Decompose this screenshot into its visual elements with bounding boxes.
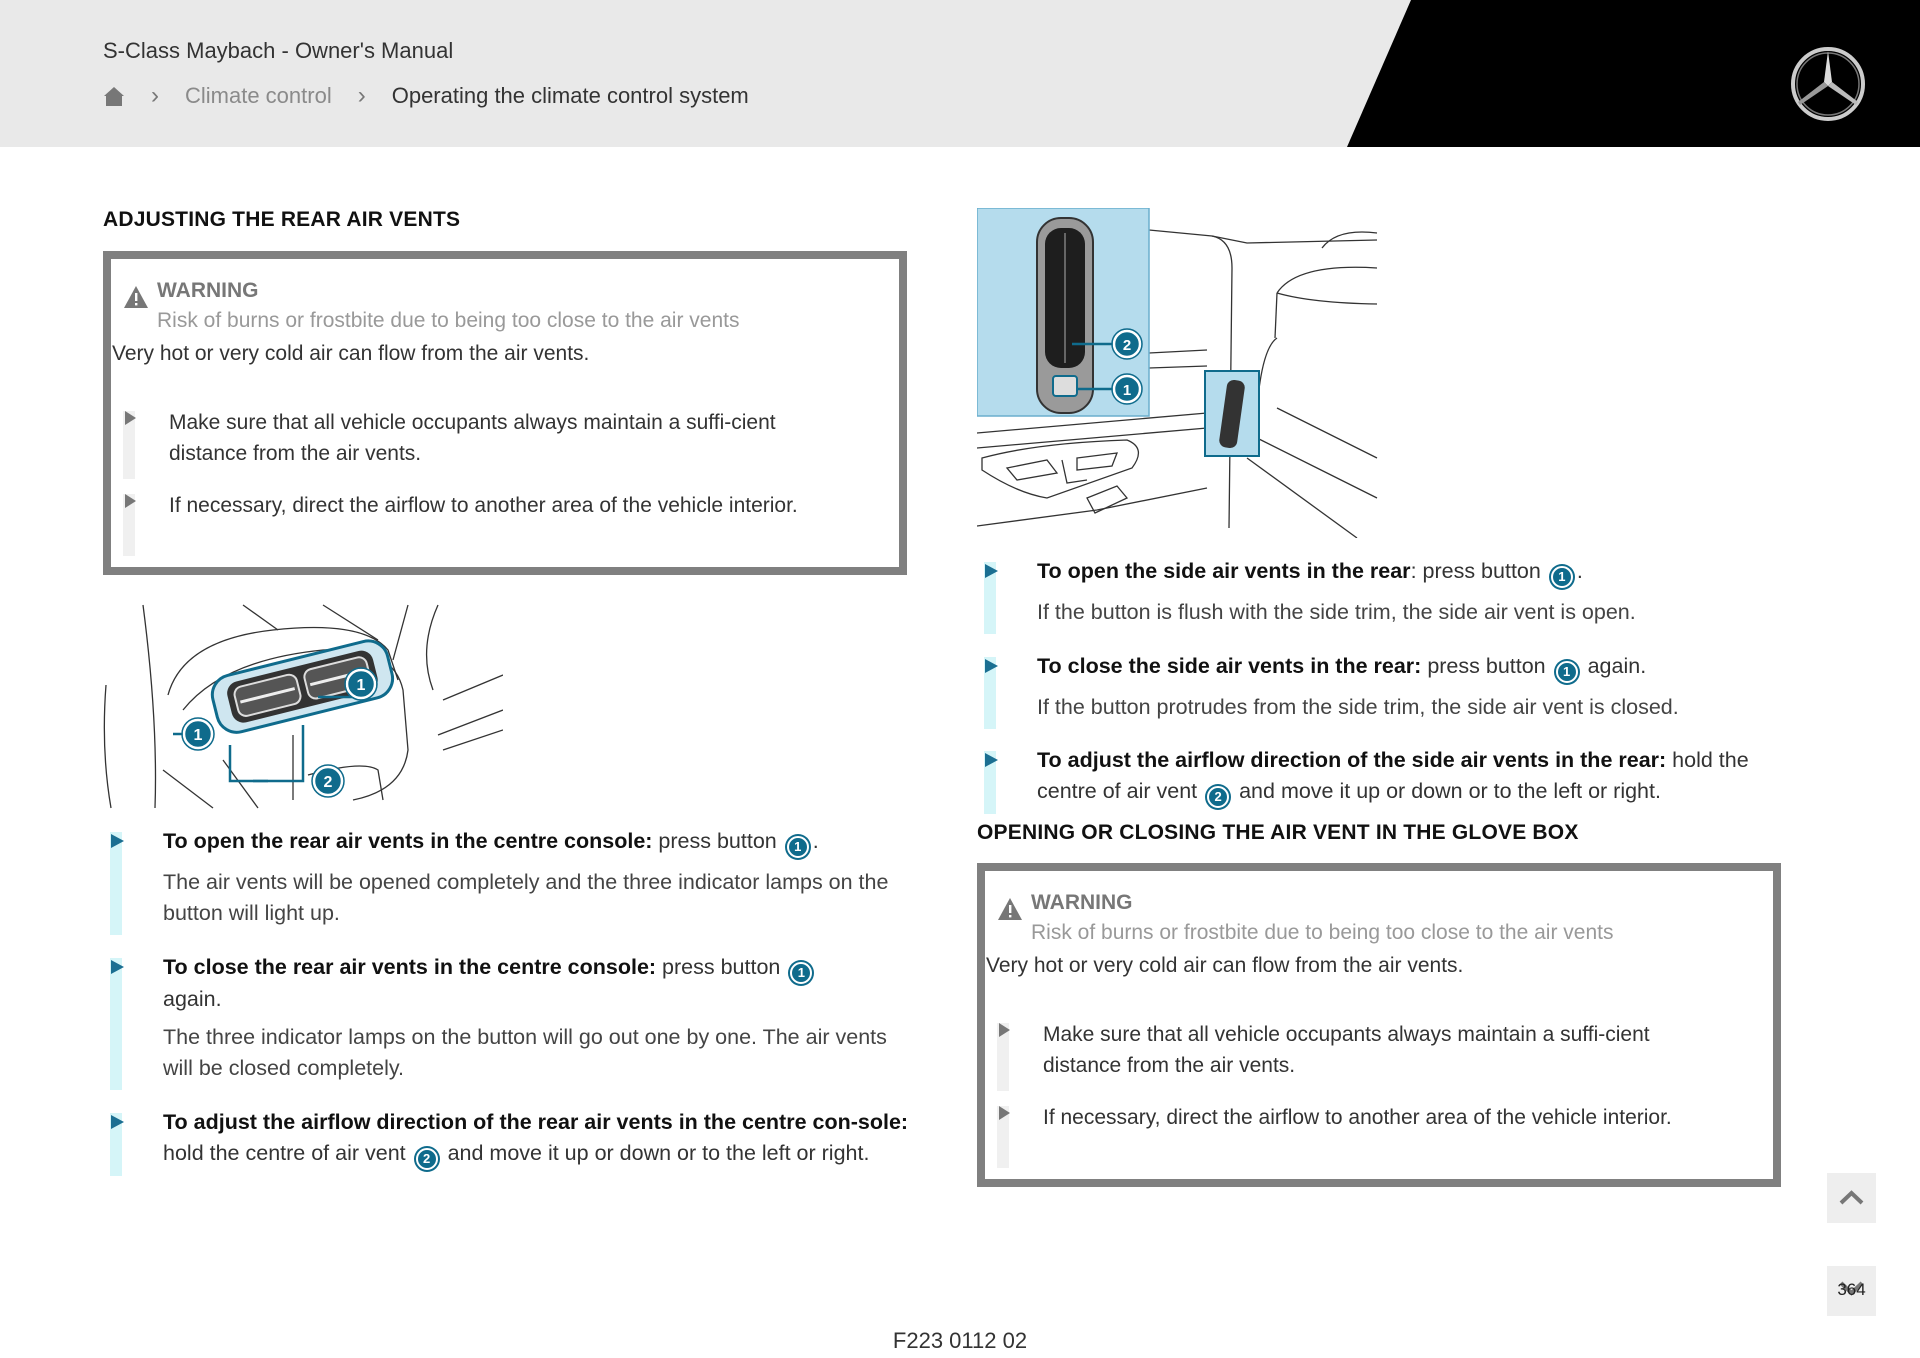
figure-code: F223 0112 02 [892,1328,1028,1353]
warning-text: Very hot or very cold air can flow from the air vents. [112,342,590,365]
warning-title: WARNING [1031,891,1133,914]
warning-triangle-icon [123,285,149,309]
bullet-arrow-icon [985,659,998,673]
breadcrumb-climate-control[interactable]: Climate control [185,83,332,108]
header-black-panel [0,0,1920,147]
warning-box: WARNING Risk of burns or frostbite due to being too close to the air vents Very hot or very cold air can flow from the air vents. Make sure that all vehicle occupants always maintain a suffi-cient distance from the air vents. If necessary, direct the airflow to another area of the vehicle interior. [103,251,907,575]
header [0,0,1920,147]
bullet-arrow-icon [125,494,136,508]
section-heading-rear-vents: ADJUSTING THE REAR AIR VENTS [103,208,461,231]
bullet-arrow-icon [125,411,136,425]
warning-text: Very hot or very cold air can flow from the air vents. [986,954,1464,977]
callout-badge: 2 [1207,786,1229,808]
bullet-arrow-icon [999,1106,1010,1120]
side-vent-steps [984,556,1784,808]
svg-text:2: 2 [323,774,333,791]
warning-subtitle: Risk of burns or frostbite due to being too close to the air vents [157,309,740,332]
figure-callout-1 [345,668,377,700]
chevron-right-icon: › [151,82,159,109]
step-item: To open the side air vents in the rear: press button 1 . If the button is flush with the side trim, the side air vent is open. [984,556,1784,628]
svg-text:1: 1 [1122,382,1132,399]
callout-badge: 1 [1556,661,1578,683]
rear-centre-console-vents-figure [103,600,503,810]
svg-text:1: 1 [356,677,366,694]
bullet-arrow-icon [985,564,998,578]
rear-vent-steps [110,826,910,1170]
breadcrumb-current: Operating the climate control system [391,83,749,108]
section-heading-glove-box: OPENING OR CLOSING THE AIR VENT IN THE GLOVE BOX [977,821,1579,844]
bullet-arrow-icon [111,1115,124,1129]
bullet-arrow-icon [999,1023,1010,1037]
scroll-up-button[interactable] [1827,1173,1876,1223]
chevron-right-icon: › [357,82,366,109]
breadcrumb [103,82,749,110]
home-icon[interactable] [103,85,125,107]
mercedes-star-logo [1788,44,1868,124]
chevron-up-icon [1827,1173,1876,1223]
bullet-arrow-icon [985,753,998,767]
warning-title: WARNING [157,279,259,302]
document-title: S-Class Maybach - Owner's Manual [103,38,454,63]
step-item: To open the rear air vents in the centre console: press button 1 . The air vents will be opened completely and the three indicator lamps on the button will light up. [110,826,910,929]
page-number: 364 [1837,1280,1866,1299]
figure-callout-1 [182,718,214,750]
bullet-arrow-icon [111,960,124,974]
callout-badge: 2 [416,1148,438,1170]
warning-subtitle: Risk of burns or frostbite due to being too close to the air vents [1031,921,1614,944]
figure-callout-1 [1112,374,1142,404]
step-item: To adjust the airflow direction of the rear air vents in the centre con-sole: hold the centre of air vent 2 and move it up or down or to the left or right. [110,1107,910,1170]
step-item: To close the side air vents in the rear: press button 1 again. If the button protrudes from the side trim, the side air vent is closed. [984,651,1784,723]
callout-badge: 1 [1551,566,1573,588]
warning-triangle-icon [997,897,1023,921]
warning-box: WARNING Risk of burns or frostbite due to being too close to the air vents Very hot or very cold air can flow from the air vents. Make sure that all vehicle occupants always maintain a suffi-cient distance from the air vents. If necessary, direct the airflow to another area of the vehicle interior. [977,863,1781,1187]
callout-badge: 1 [790,962,812,984]
bullet-arrow-icon [111,834,124,848]
figure-callout-2 [1112,329,1142,359]
side-air-vent-figure [977,208,1379,538]
svg-text:2: 2 [1122,337,1132,354]
scroll-down-button[interactable] [1827,1266,1876,1316]
figure-callout-2 [312,765,344,797]
step-item: To close the rear air vents in the centre console: press button 1 again. The three indicator lamps on the button will go out one by one. The air vents will be closed completely. [110,952,910,1084]
svg-text:1: 1 [193,727,203,744]
step-item: To adjust the airflow direction of the side air vents in the rear: hold the centre of air vent 2 and move it up or down or to the left or right. [984,745,1784,808]
callout-badge: 1 [787,836,809,858]
